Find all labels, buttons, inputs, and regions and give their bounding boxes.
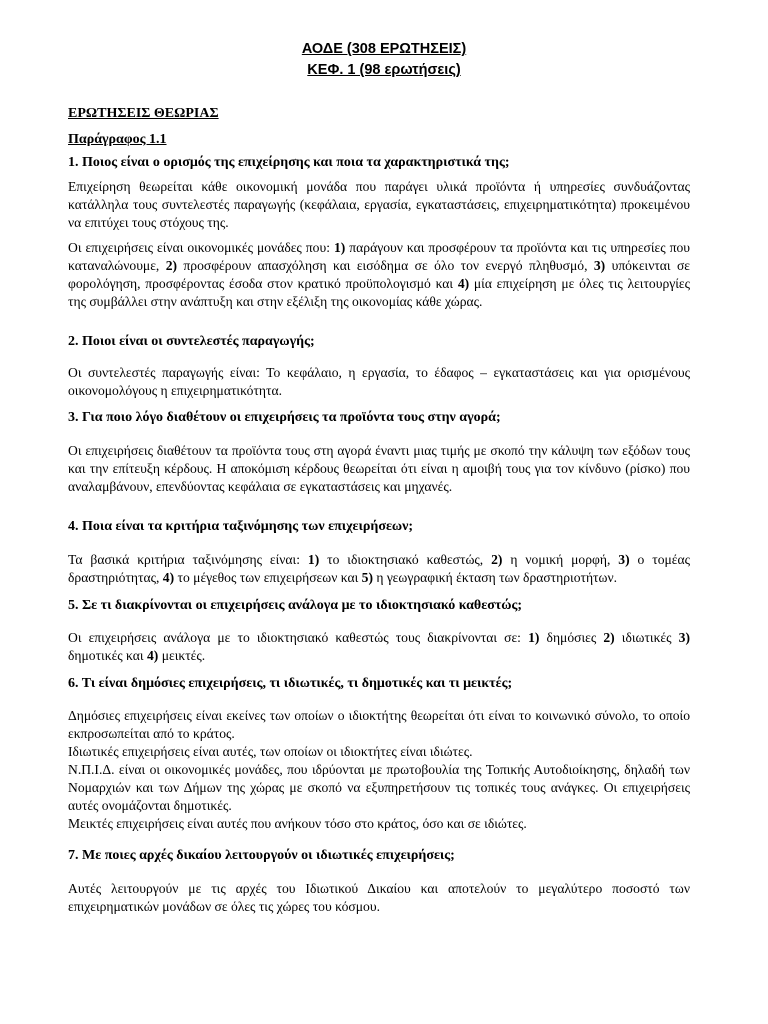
answer-7: Αυτές λειτουργούν με τις αρχές του Ιδιωτικού Δικαίου και αποτελούν το μεγαλύτερο ποσοστό των επιχειρηματικών μονάδων σε όλες τις χώρες του κόσμου. <box>68 881 690 914</box>
answer-text: Τα βασικά κριτήρια ταξινόμησης είναι: <box>68 552 308 567</box>
answer-text: μεικτές. <box>158 648 206 663</box>
list-number: 5) <box>361 570 373 585</box>
answer-text: δημόσιες <box>539 630 604 645</box>
answer-text: παράγουν και προσφέρουν τα προϊόντα και τις υπηρεσίες που καταναλώνουμε, <box>68 240 691 273</box>
answer-6-municipal: Ν.Π.Ι.Δ. είναι οι οικονομικές μονάδες, που ιδρύονται με πρωτοβουλία της Τοπικής Αυτοδιοίκησης, δηλαδή των Νομαρχιών και των Δήμων της χώρας με σκοπό να εξυπηρετήσουν τις τοπικές τους ανάγκες. Οι επιχειρήσεις αυτές ονομάζονται δημοτικές. <box>68 762 690 813</box>
section-title: ΕΡΩΤΗΣΕΙΣ ΘΕΩΡΙΑΣ <box>68 106 219 121</box>
answer-text: Οι επιχειρήσεις είναι οικονομικές μονάδες που: <box>68 240 334 255</box>
list-number: 1) <box>333 240 346 255</box>
list-number: 2) <box>165 258 178 273</box>
list-number: 1) <box>307 552 320 567</box>
question-4: 4. Ποια είναι τα κριτήρια ταξινόμησης των επιχειρήσεων; <box>68 519 414 534</box>
question-2: 2. Ποιοι είναι οι συντελεστές παραγωγής; <box>68 334 315 349</box>
answer-text: το μέγεθος των επιχειρήσεων και <box>174 570 362 585</box>
list-number: 4) <box>146 648 159 663</box>
answer-5 <box>68 629 690 665</box>
answer-text: η νομική μορφή, <box>502 552 619 567</box>
question-6: 6. Τι είναι δημόσιες επιχειρήσεις, τι ιδιωτικές, τι δημοτικές και τι μεικτές; <box>68 676 513 691</box>
answer-text: ιδιωτικές <box>614 630 679 645</box>
list-number: 3) <box>678 630 690 645</box>
question-7: 7. Με ποιες αρχές δικαίου λειτουργούν οι ιδιωτικές επιχειρήσεις; <box>68 848 455 863</box>
answer-text: το ιδιοκτησιακό καθεστώς, <box>319 552 492 567</box>
list-number: 3) <box>618 552 630 567</box>
question-3: 3. Για ποιο λόγο διαθέτουν οι επιχειρήσεις τα προϊόντα τους στην αγορά; <box>68 410 501 425</box>
answer-text: μία επιχείρηση με όλες τις λειτουργίες της συμβάλλει στην ανάπτυξη και στην εξέλιξη της οικονομίας κάθε χώρας. <box>68 276 690 309</box>
answer-2: Οι συντελεστές παραγωγής είναι: Το κεφάλαιο, η εργασία, το έδαφος – εγκαταστάσεις και για ορισμένους οικονομολόγους η επιχειρηματικότητα. <box>68 365 690 398</box>
question-5: 5. Σε τι διακρίνονται οι επιχειρήσεις ανάλογα με το ιδιοκτησιακό καθεστώς; <box>68 598 523 613</box>
answer-text: η γεωγραφική έκταση των δραστηριοτήτων. <box>373 570 618 585</box>
answer-text: δημοτικές και <box>68 648 147 663</box>
document-body <box>68 105 690 916</box>
answer-text: υπόκεινται σε φορολόγηση, προσφέροντας έσοδα στον κρατικό προϋπολογισμό και <box>68 258 691 291</box>
document-title: ΑΟΔΕ (308 ΕΡΩΤΗΣΕΙΣ) <box>301 41 467 57</box>
answer-text: ο τομέας δραστηριότητας, <box>68 552 690 585</box>
list-number: 4) <box>457 276 470 291</box>
answer-text: Οι επιχειρήσεις ανάλογα με το ιδιοκτησιακό καθεστώς τους διακρίνονται σε: <box>68 630 529 645</box>
list-number: 2) <box>603 630 615 645</box>
paragraph-title: Παράγραφος 1.1 <box>68 132 167 147</box>
question-1: 1. Ποιος είναι ο ορισμός της επιχείρησης και ποια τα χαρακτηριστικά της; <box>68 155 510 170</box>
chapter-title: ΚΕΦ. 1 (98 ερωτήσεις) <box>307 62 461 78</box>
list-number: 2) <box>491 552 503 567</box>
list-number: 1) <box>528 630 540 645</box>
answer-text: προσφέρουν απασχόληση και εισόδημα σε όλο τον ενεργό πληθυσμό, <box>177 258 594 273</box>
answer-1-definition: Επιχείρηση θεωρείται κάθε οικονομική μονάδα που παράγει υλικά προϊόντα ή υπηρεσίες συνδυάζοντας κατάλληλα τους συντελεστές παραγωγής (κεφάλαια, εργασία, εγκαταστάσεις, επιχειρηματικότητα) προκειμένου να επιτύχει τους στόχους της. <box>68 179 690 230</box>
answer-3: Οι επιχειρήσεις διαθέτουν τα προϊόντα τους στη αγορά έναντι μιας τιμής με σκοπό την κάλυψη των εξόδων τους και την επίτευξη κέρδους. Η αποκόμιση κέρδους θεωρείται ότι είναι η αμοιβή τους για τον κίνδυνο (ρίσκο) που αναλαμβάνουν, επενδύοντας κεφάλαια σε εγκαταστάσεις και μηχανές. <box>68 443 690 494</box>
answer-6-public: Δημόσιες επιχειρήσεις είναι εκείνες των οποίων ο ιδιοκτήτης θεωρείται ότι είναι το κοινωνικό σύνολο, το οποίο εκπροσωπείται από το κράτος. <box>68 708 690 741</box>
answer-6-mixed: Μεικτές επιχειρήσεις είναι αυτές που ανήκουν τόσο στο κράτος, όσο και σε ιδιώτες. <box>68 816 527 831</box>
answer-6 <box>68 707 690 833</box>
answer-1-characteristics <box>68 239 690 311</box>
answer-4 <box>68 551 690 587</box>
answer-6-private: Ιδιωτικές επιχειρήσεις είναι αυτές, των οποίων οι ιδιοκτήτες είναι ιδιώτες. <box>68 744 473 759</box>
list-number: 4) <box>162 570 175 585</box>
list-number: 3) <box>593 258 606 273</box>
